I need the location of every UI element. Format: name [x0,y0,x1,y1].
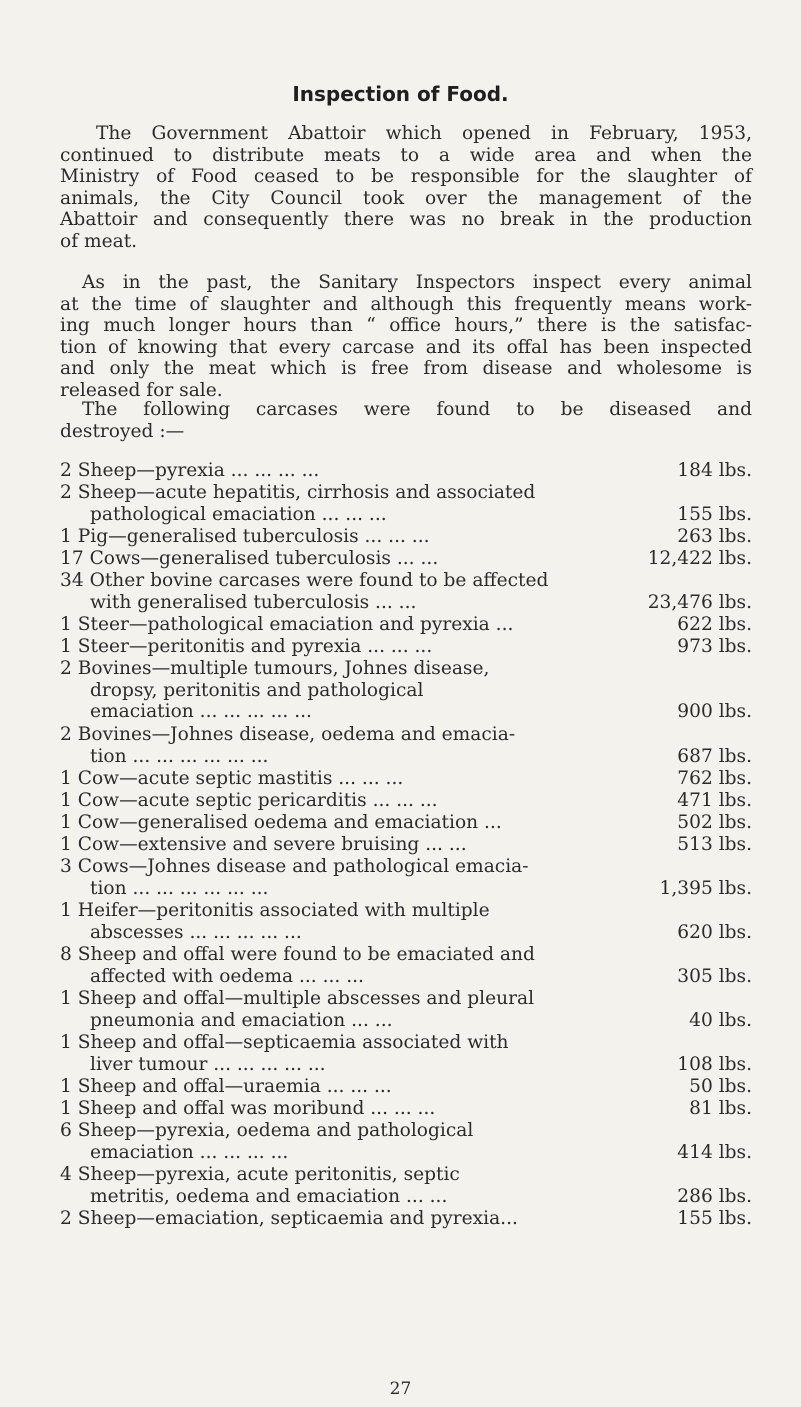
carcase-description-line: 17 Cows—generalised tuberculosis ... ... [60,548,439,569]
carcase-description-line: emaciation ... ... ... ... [90,1141,289,1163]
text-line: Ministry of Food ceased to be responsible for the slaughter of [60,166,752,188]
carcase-description-line: with generalised tuberculosis ... ... [90,591,417,613]
carcase-description-line: 1 Steer—pathological emaciation and pyrexia ... [60,614,514,635]
carcase-weight: 622 lbs. [677,614,752,635]
carcase-description-line: 2 Sheep—acute hepatitis, cirrhosis and associated [60,482,536,503]
text-line: continued to distribute meats to a wide area and when the [60,144,752,166]
carcase-weight: 1,395 lbs. [659,877,752,899]
page-number: 27 [389,1379,412,1399]
carcase-description-line: metritis, oedema and emaciation ... ... [90,1185,448,1207]
carcase-weight: 471 lbs. [677,790,752,811]
page-heading: Inspection of Food. [292,82,509,106]
carcase-weight: 12,422 lbs. [647,548,752,569]
carcase-description-line: 2 Sheep—emaciation, septicaemia and pyrexia... [60,1208,518,1229]
paragraph-intro-list [60,399,752,442]
paragraph-inspection [60,272,752,402]
text-line: released for sale. [60,379,223,401]
carcase-weight: 108 lbs. [677,1053,752,1075]
text-line: animals, the City Council took over the management of the [60,187,752,209]
text-line: The Government Abattoir which opened in February, 1953, [96,123,752,144]
carcase-weight: 687 lbs. [677,745,752,767]
carcase-description-line: dropsy, peritonitis and pathological [90,679,424,701]
carcase-description-line: 1 Sheep and offal—multiple abscesses and pleural [60,988,535,1009]
text-line: ing much longer hours than “ office hours,” there is the satisfac- [60,315,752,337]
carcase-description-line: 4 Sheep—pyrexia, acute peritonitis, septic [60,1164,460,1185]
carcase-description-line: emaciation ... ... ... ... ... [90,701,312,723]
text-line: The following carcases were found to be diseased and [82,399,752,420]
carcase-weight: 155 lbs. [677,1208,752,1229]
carcase-description-line: 1 Cow—generalised oedema and emaciation ... [60,812,502,833]
carcase-description-line: 2 Bovines—multiple tumours, Johnes disease, [60,658,490,679]
carcase-weight: 286 lbs. [677,1185,752,1207]
carcase-weight: 900 lbs. [677,701,752,723]
carcase-description-line: 1 Sheep and offal was moribund ... ... ... [60,1098,436,1119]
carcase-description-line: tion ... ... ... ... ... ... [90,877,269,899]
carcase-description-line: pneumonia and emaciation ... ... [90,1009,393,1031]
carcase-weight: 513 lbs. [677,834,752,855]
carcase-weight: 414 lbs. [677,1141,752,1163]
carcase-description-line: 1 Pig—generalised tuberculosis ... ... ... [60,526,430,547]
carcase-description-line: tion ... ... ... ... ... ... [90,745,269,767]
carcase-description-line: 2 Sheep—pyrexia ... ... ... ... [60,460,320,481]
carcase-weight: 263 lbs. [677,526,752,547]
text-line: As in the past, the Sanitary Inspectors inspect every animal [82,272,752,293]
carcase-weight: 184 lbs. [677,460,752,481]
carcase-description-line: 34 Other bovine carcases were found to be affected [60,570,549,591]
carcase-description-line: 1 Cow—acute septic pericarditis ... ... ... [60,790,438,811]
carcase-description-line: abscesses ... ... ... ... ... [90,921,302,943]
carcase-description-line: 8 Sheep and offal were found to be emaciated and [60,944,535,965]
carcase-description-line: 6 Sheep—pyrexia, oedema and pathological [60,1120,474,1141]
carcase-weight: 502 lbs. [677,812,752,833]
carcase-description-line: 1 Heifer—peritonitis associated with multiple [60,900,490,921]
carcase-description-line: 1 Steer—peritonitis and pyrexia ... ... ... [60,636,433,657]
carcase-weight: 620 lbs. [677,921,752,943]
text-line: Abattoir and consequently there was no break in the production [60,209,752,231]
carcase-description-line: affected with oedema ... ... ... [90,965,364,987]
text-line: destroyed :— [60,420,185,442]
carcase-weight: 155 lbs. [677,503,752,525]
carcase-weight: 23,476 lbs. [647,591,752,613]
paragraph-abattoir [60,123,752,253]
carcase-description-line: 3 Cows—Johnes disease and pathological emacia- [60,856,529,877]
text-line: and only the meat which is free from disease and wholesome is [60,358,752,380]
carcase-weight: 50 lbs. [689,1076,752,1097]
carcase-description-line: 2 Bovines—Johnes disease, oedema and emacia- [60,724,516,745]
text-line: tion of knowing that every carcase and its offal has been inspected [60,336,752,358]
carcase-description-line: 1 Sheep and offal—septicaemia associated with [60,1032,509,1053]
text-line: of meat. [60,230,138,252]
carcase-description-line: 1 Sheep and offal—uraemia ... ... ... [60,1076,392,1097]
carcase-weight: 81 lbs. [689,1098,752,1119]
carcase-description-line: 1 Cow—extensive and severe bruising ... ... [60,834,467,855]
carcase-weight: 973 lbs. [677,636,752,657]
carcase-description-line: pathological emaciation ... ... ... [90,503,387,525]
carcase-weight: 305 lbs. [677,965,752,987]
carcase-weight: 40 lbs. [689,1009,752,1031]
carcase-weight: 762 lbs. [677,768,752,789]
carcase-description-line: 1 Cow—acute septic mastitis ... ... ... [60,768,404,789]
carcase-description-line: liver tumour ... ... ... ... ... [90,1053,326,1075]
text-line: at the time of slaughter and although this frequently means work- [60,293,752,315]
